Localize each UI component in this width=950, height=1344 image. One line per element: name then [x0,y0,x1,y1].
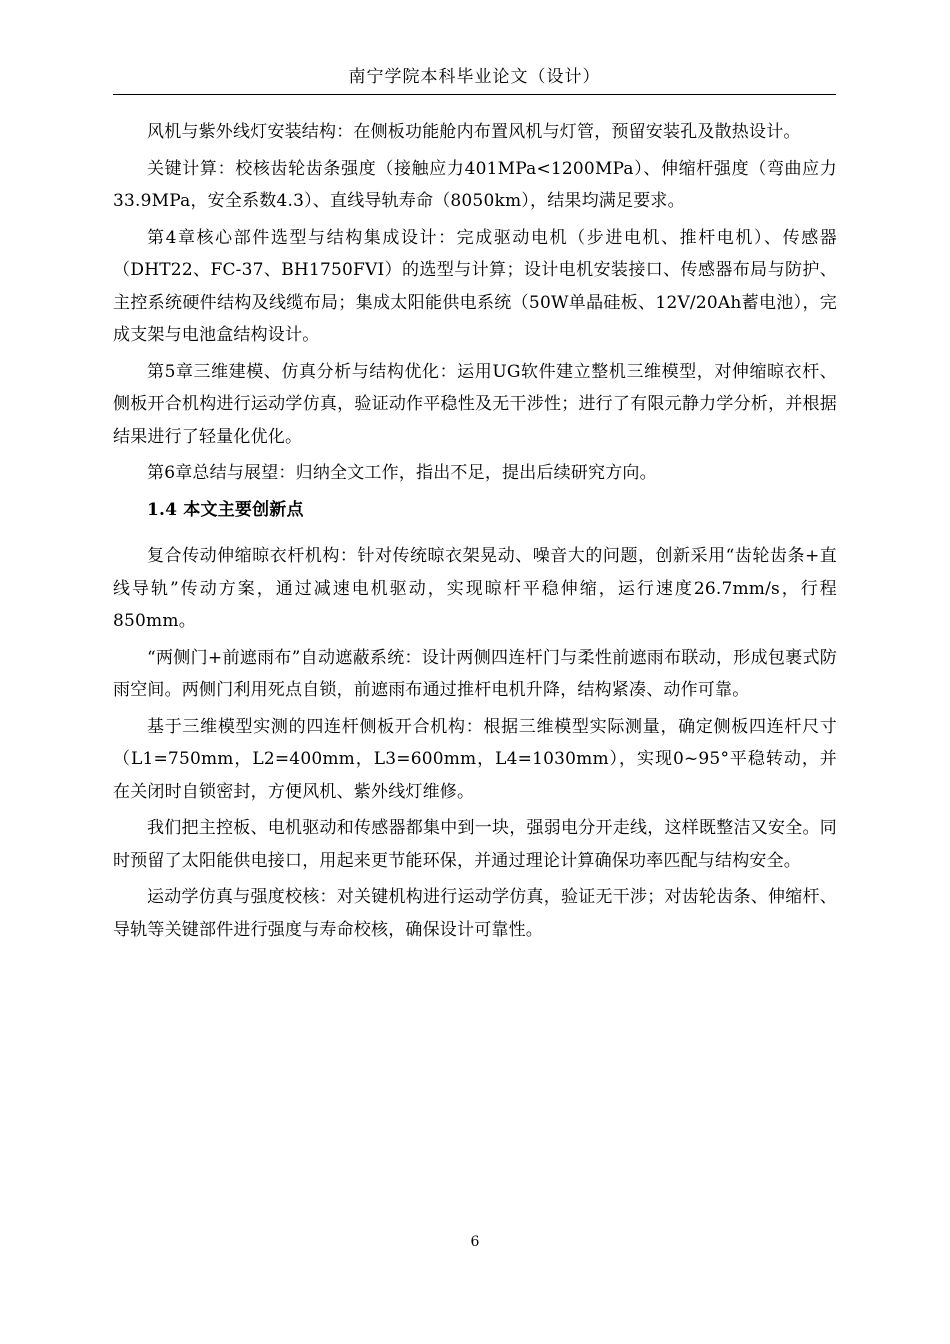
header-rule [113,94,836,95]
paragraph-innovation-5: 运动学仿真与强度校核：对关键机构进行运动学仿真，验证无干涉；对齿轮齿条、伸缩杆、导轨等关键部件进行强度与寿命校核，确保设计可靠性。 [113,887,837,940]
body-text [113,116,837,950]
section-heading: 1.4 本文主要创新点 [147,499,304,520]
paragraph-fan-uv-structure: 风机与紫外线灯安装结构：在侧板功能舱内布置风机与灯管，预留安装孔及散热设计。 [147,122,801,142]
paragraph-innovation-3: 基于三维模型实测的四连杆侧板开合机构：根据三维模型实际测量，确定侧板四连杆尺寸（L1=750mm，L2=400mm，L3=600mm，L4=1030mm），实现0~95°平稳转动，并在关闭时自锁密封，方便风机、紫外线灯维修。 [113,716,837,802]
paragraph-innovation-2: “两侧门+前遮雨布”自动遮蔽系统：设计两侧四连杆门与柔性前遮雨布联动，形成包裹式防雨空间。两侧门利用死点自锁，前遮雨布通过推杆电机升降，结构紧凑、动作可靠。 [113,647,837,700]
paragraph-chapter-4: 第4章核心部件选型与结构集成设计：完成驱动电机（步进电机、推杆电机）、传感器（DHT22、FC-37、BH1750FVI）的选型与计算；设计电机安装接口、传感器布局与防护、主控系统硬件结构及线缆布局；集成太阳能供电系统（50W单晶硅板、12V/20Ah蓄电池），完成支架与电池盒结构设计。 [113,227,837,345]
running-header: 南宁学院本科毕业论文（设计） [348,67,601,87]
paragraph-chapter-6: 第6章总结与展望：归纳全文工作，指出不足，提出后续研究方向。 [147,463,657,483]
paragraph-innovation-1: 复合传动伸缩晾衣杆机构：针对传统晾衣架晃动、噪音大的问题，创新采用“齿轮齿条+直线导轨”传动方案，通过减速电机驱动，实现晾杆平稳伸缩，运行速度26.7mm/s，行程850mm。 [113,546,837,631]
page-number: 6 [470,1234,480,1250]
paragraph-chapter-5: 第5章三维建模、仿真分析与结构优化：运用UG软件建立整机三维模型，对伸缩晾衣杆、侧板开合机构进行运动学仿真，验证动作平稳性及无干涉性；进行了有限元静力学分析，并根据结果进行了轻量化优化。 [113,361,837,447]
paragraph-key-calculations: 关键计算：校核齿轮齿条强度（接触应力401MPa<1200MPa）、伸缩杆强度（弯曲应力33.9MPa，安全系数4.3）、直线导轨寿命（8050km），结果均满足要求。 [113,158,837,211]
paragraph-innovation-4: 我们把主控板、电机驱动和传感器都集中到一块，强弱电分开走线，这样既整洁又安全。同时预留了太阳能供电接口，用起来更节能环保，并通过理论计算确保功率匹配与结构安全。 [113,818,837,871]
